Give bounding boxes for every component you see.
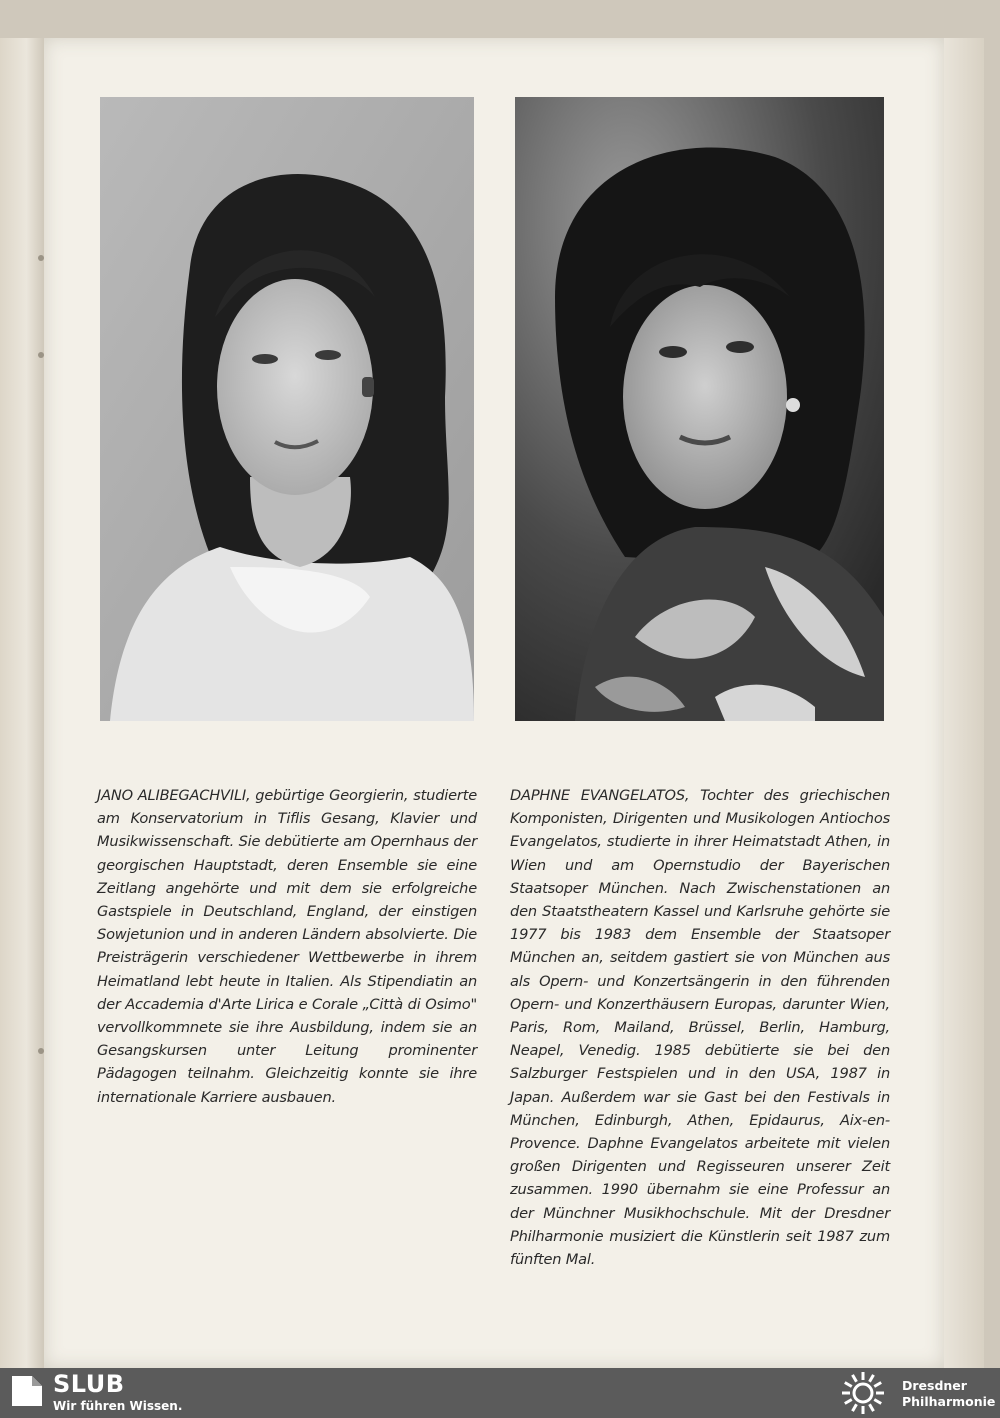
slub-logo-icon [10, 1374, 44, 1408]
portrait-photo-right [515, 97, 884, 721]
partner-name-line1: Dresdner [902, 1378, 967, 1393]
page-right-edge [944, 38, 984, 1368]
binding-hole [38, 352, 44, 358]
portrait-photo-left [100, 97, 474, 721]
biography-daphne-evangelatos [510, 784, 890, 1271]
partner-name-line2: Philharmonie [902, 1394, 996, 1409]
page-left-edge [0, 38, 44, 1368]
sunburst-logo-icon [840, 1371, 886, 1415]
biography-jano-alibegachvili [97, 784, 477, 1109]
slub-name: SLUB [53, 1370, 125, 1398]
binding-hole [38, 255, 44, 261]
slub-tagline: Wir führen Wissen. [53, 1399, 183, 1413]
artist-name: DAPHNE EVANGELATOS, [510, 787, 690, 804]
binding-hole [38, 1048, 44, 1054]
artist-name: JANO ALIBEGACHVILI, [97, 787, 251, 804]
biography-text: Tochter des griechischen Komponisten, Dirigenten und Musikologen Antiochos Evangelatos, studierte in ihrer Heimatstadt Athen, in Wien und am Opernstudio der Bayerischen Staatsoper München. Nach Zwischenstationen an den Staatstheatern Kassel und Karlsruhe gehörte sie 1977 bis 1983 dem Ensemble der Staatsoper München an, seitdem gastiert sie von München aus als Opern- und Konzertsängerin in den führenden Opern- und Konzerthäusern Europas, darunter Wien, Paris, Rom, Mailand, Brüssel, Berlin, Hamburg, Neapel, Venedig. 1985 debütierte sie bei den Salzburger Festspielen und in den USA, 1987 in Japan. Außerdem war sie Gast bei den Festivals in München, Edinburgh, Athen, Epidaurus, Aix-en-Provence. Daphne Evangelatos arbeitete mit vielen großen Dirigenten und Regisseuren unserer Zeit zusammen. 1990 übernahm sie eine Professur an der Münchner Musikhochschule. Mit der Dresdner Philharmonie musiziert die Künstlerin seit 1987 zum fünften Mal. [510, 787, 890, 1269]
biography-text: gebürtige Georgierin, studierte am Konservatorium in Tiflis Gesang, Klavier und Musikwissenschaft. Sie debütierte am Opernhaus der georgischen Hauptstadt, deren Ensemble sie eine Zeitlang angehörte und mit dem sie erfolgreiche Gastspiele in Deutschland, England, der einstigen Sowjetunion und in anderen Ländern absolvierte. Die Preisträgerin verschiedener Wettbewerbe in ihrem Heimatland lebt heute in Italien. Als Stipendiatin an der Accademia d'Arte Lirica e Corale „Città di Osimo" vervollkommnete sie ihre Ausbildung, indem sie an Gesangskursen unter Leitung prominenter Pädagogen teilnahm. Gleichzeitig konnte sie ihre internationale Karriere ausbauen. [97, 787, 477, 1106]
footer-bar [0, 1368, 1000, 1418]
